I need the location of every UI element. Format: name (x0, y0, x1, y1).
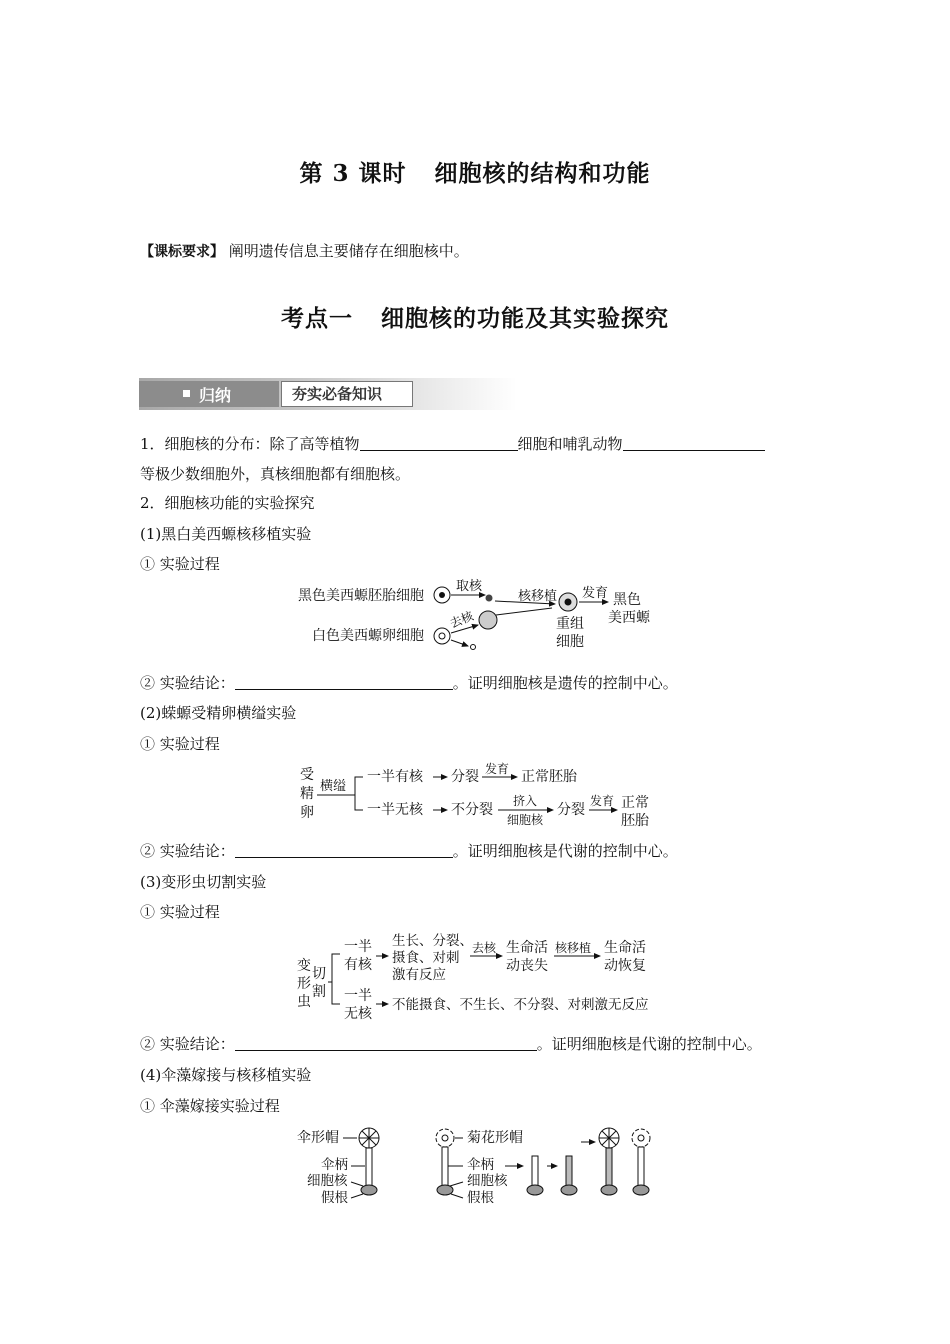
develop-label: 发育 (485, 762, 510, 776)
line (496, 608, 552, 615)
exp1-heading: (1)黑白美西螈核移植实验 (140, 525, 312, 543)
section-heading (0, 300, 950, 333)
fill-blank[interactable] (235, 1035, 537, 1051)
exp1-process-label: ① 实验过程 (140, 555, 220, 573)
conclusion-label: ② 实验结论： (140, 674, 235, 692)
egg-nucleus-icon (439, 633, 445, 639)
p1-text-c: 等极少数细胞外，真核细胞都有细胞核。 (140, 465, 411, 483)
normal-label-a: 正常 (621, 795, 649, 811)
rhizoid-label: 假根 (321, 1190, 348, 1206)
loss-1: 生命活 (506, 940, 548, 956)
no-response-label: 不能摄食、不生长、不分裂、对刺激无反应 (392, 997, 649, 1013)
paragraph-heading-2: 2．细胞核功能的实验探究 (140, 494, 315, 512)
umbrella-cap-label: 伞形帽 (297, 1130, 339, 1146)
stalk-label: 伞柄 (321, 1157, 348, 1173)
title-topic: 细胞核的结构和功能 (434, 160, 651, 187)
transplant-label: 核移植 (518, 589, 558, 604)
banner-sublabel: 夯实必备知识 (292, 385, 383, 403)
banner-square-icon (183, 390, 190, 397)
rhizoid-icon (561, 1185, 577, 1195)
recover-2: 动恢复 (604, 958, 646, 974)
remove-nucleus-label: 去核 (472, 941, 497, 955)
umbrella-cap-icon (599, 1128, 619, 1148)
exp2-conclusion (140, 840, 678, 861)
stalk-icon (638, 1147, 644, 1187)
flower-cap-icon (436, 1129, 454, 1147)
egg-char-3: 卵 (300, 805, 314, 821)
arrow (451, 640, 468, 646)
conclusion-suffix: 。证明细胞核是代谢的控制中心。 (452, 842, 678, 860)
page-title (0, 155, 950, 188)
life-1: 生长、分裂、 (392, 933, 473, 949)
nucleus-label-2: 细胞核 (467, 1173, 508, 1189)
exp2-heading: (2)蝾螈受精卵横缢实验 (140, 704, 297, 722)
remove-nucleus-label: 去核 (447, 608, 476, 631)
normal-label-b: 胚胎 (621, 813, 649, 829)
exp4-process-label: ① 伞藻嫁接实验过程 (140, 1097, 280, 1115)
rhizoid-icon (601, 1185, 617, 1195)
rhizoid-icon (437, 1185, 453, 1195)
line (451, 1194, 463, 1198)
ligate-label: 横缢 (320, 779, 347, 794)
life-2: 摄食、对刺 (392, 950, 460, 966)
requirement-text: 阐明遗传信息主要储存在细胞核中。 (228, 242, 469, 260)
brace (355, 777, 363, 810)
egg-char-2: 精 (300, 786, 314, 802)
not-divide-label: 不分裂 (451, 802, 493, 818)
flower-cap-label: 菊花形帽 (467, 1130, 523, 1146)
section-number: 考点一 (281, 305, 353, 332)
rhizoid-label-2: 假根 (467, 1190, 494, 1206)
umbrella-cap-icon (359, 1128, 379, 1148)
transplant-label: 核移植 (555, 941, 592, 955)
recover-1: 生命活 (604, 940, 646, 956)
egg-cell-icon (434, 628, 450, 644)
cut-char-1: 切 (312, 966, 326, 982)
amoeba-char-3: 虫 (297, 994, 311, 1010)
squeeze-label: 挤入 (513, 794, 538, 808)
conclusion-suffix: 。证明细胞核是遗传的控制中心。 (452, 674, 678, 692)
exp3-diagram (292, 930, 662, 1025)
nucleus-icon (486, 595, 493, 602)
fill-blank[interactable] (235, 674, 453, 690)
exp4-diagram (295, 1124, 665, 1206)
conclusion-label: ② 实验结论： (140, 1035, 235, 1053)
cut-char-2: 割 (312, 984, 326, 1000)
fill-blank[interactable] (235, 842, 453, 858)
rhizoid-icon (527, 1185, 543, 1195)
loss-2: 动丧失 (506, 958, 548, 974)
section-title: 细胞核的功能及其实验探究 (381, 305, 669, 332)
p1-text-a: 1．细胞核的分布：除了高等植物 (140, 435, 360, 453)
divide-label: 分裂 (451, 769, 479, 785)
life-3: 激有反应 (392, 967, 446, 983)
conclusion-suffix: 。证明细胞核是代谢的控制中心。 (536, 1035, 762, 1053)
egg-char-1: 受 (300, 767, 314, 783)
half-1b: 有核 (344, 957, 372, 973)
graft-stalk-icon (566, 1156, 572, 1186)
banner-label: 归纳 (199, 386, 232, 405)
line (450, 1182, 463, 1186)
recombinant-label-2: 细胞 (556, 634, 584, 650)
stalk-icon (366, 1148, 372, 1186)
develop-label-2: 发育 (590, 794, 615, 808)
divide-label-2: 分裂 (557, 802, 585, 818)
line (351, 1182, 363, 1186)
white-egg-label: 白色美西螈卵细胞 (312, 628, 424, 644)
enucleated-cell-icon (479, 611, 497, 629)
half-2b: 无核 (344, 1006, 372, 1022)
amoeba-char-1: 变 (297, 958, 311, 974)
graft-stalk-icon (532, 1156, 538, 1186)
stalk-label-2: 伞柄 (467, 1157, 494, 1173)
recombinant-label-1: 重组 (556, 616, 584, 632)
conclusion-label: ② 实验结论： (140, 842, 235, 860)
nucleus-label: 细胞核 (507, 813, 544, 827)
amoeba-char-2: 形 (297, 976, 311, 992)
summary-banner (139, 378, 517, 410)
half-2a: 一半 (344, 988, 372, 1004)
exp2-diagram (295, 762, 670, 832)
exp2-process-label: ① 实验过程 (140, 735, 220, 753)
result-label-2: 美西螈 (608, 610, 650, 626)
p1-text-b: 细胞和哺乳动物 (517, 435, 623, 453)
exp3-conclusion (140, 1033, 762, 1054)
rhizoid-icon (361, 1185, 377, 1195)
nucleus-label: 细胞核 (307, 1173, 348, 1189)
black-cell-label: 黑色美西螈胚胎细胞 (298, 588, 424, 604)
requirement-tag: 【课标要求】 (140, 244, 224, 260)
exp4-heading: (4)伞藻嫁接与核移植实验 (140, 1066, 312, 1084)
paragraph-distribution (140, 433, 765, 454)
stalk-icon (442, 1147, 448, 1187)
brace (332, 954, 340, 1004)
line (351, 1194, 363, 1198)
develop-label: 发育 (582, 586, 609, 601)
normal-embryo: 正常胚胎 (521, 769, 577, 785)
exp3-process-label: ① 实验过程 (140, 903, 220, 921)
half-with-nucleus: 一半有核 (367, 769, 423, 785)
exp1-conclusion (140, 672, 678, 693)
result-label-1: 黑色 (613, 592, 641, 608)
curriculum-requirement (140, 240, 469, 261)
exp1-diagram (290, 578, 670, 650)
fill-blank[interactable] (623, 435, 765, 451)
exp3-heading: (3)变形虫切割实验 (140, 873, 267, 891)
fill-blank[interactable] (360, 435, 518, 451)
half-1a: 一半 (344, 939, 372, 955)
nucleus-dot-icon (439, 592, 445, 598)
half-without-nucleus: 一半无核 (367, 802, 423, 818)
flower-cap-icon (632, 1129, 650, 1147)
stalk-icon (606, 1148, 612, 1186)
take-nucleus-label: 取核 (456, 579, 483, 594)
title-lesson: 第 3 课时 (299, 160, 407, 187)
removed-nucleus-icon (471, 645, 476, 650)
rhizoid-icon (633, 1185, 649, 1195)
recombinant-nucleus-icon (565, 599, 572, 606)
